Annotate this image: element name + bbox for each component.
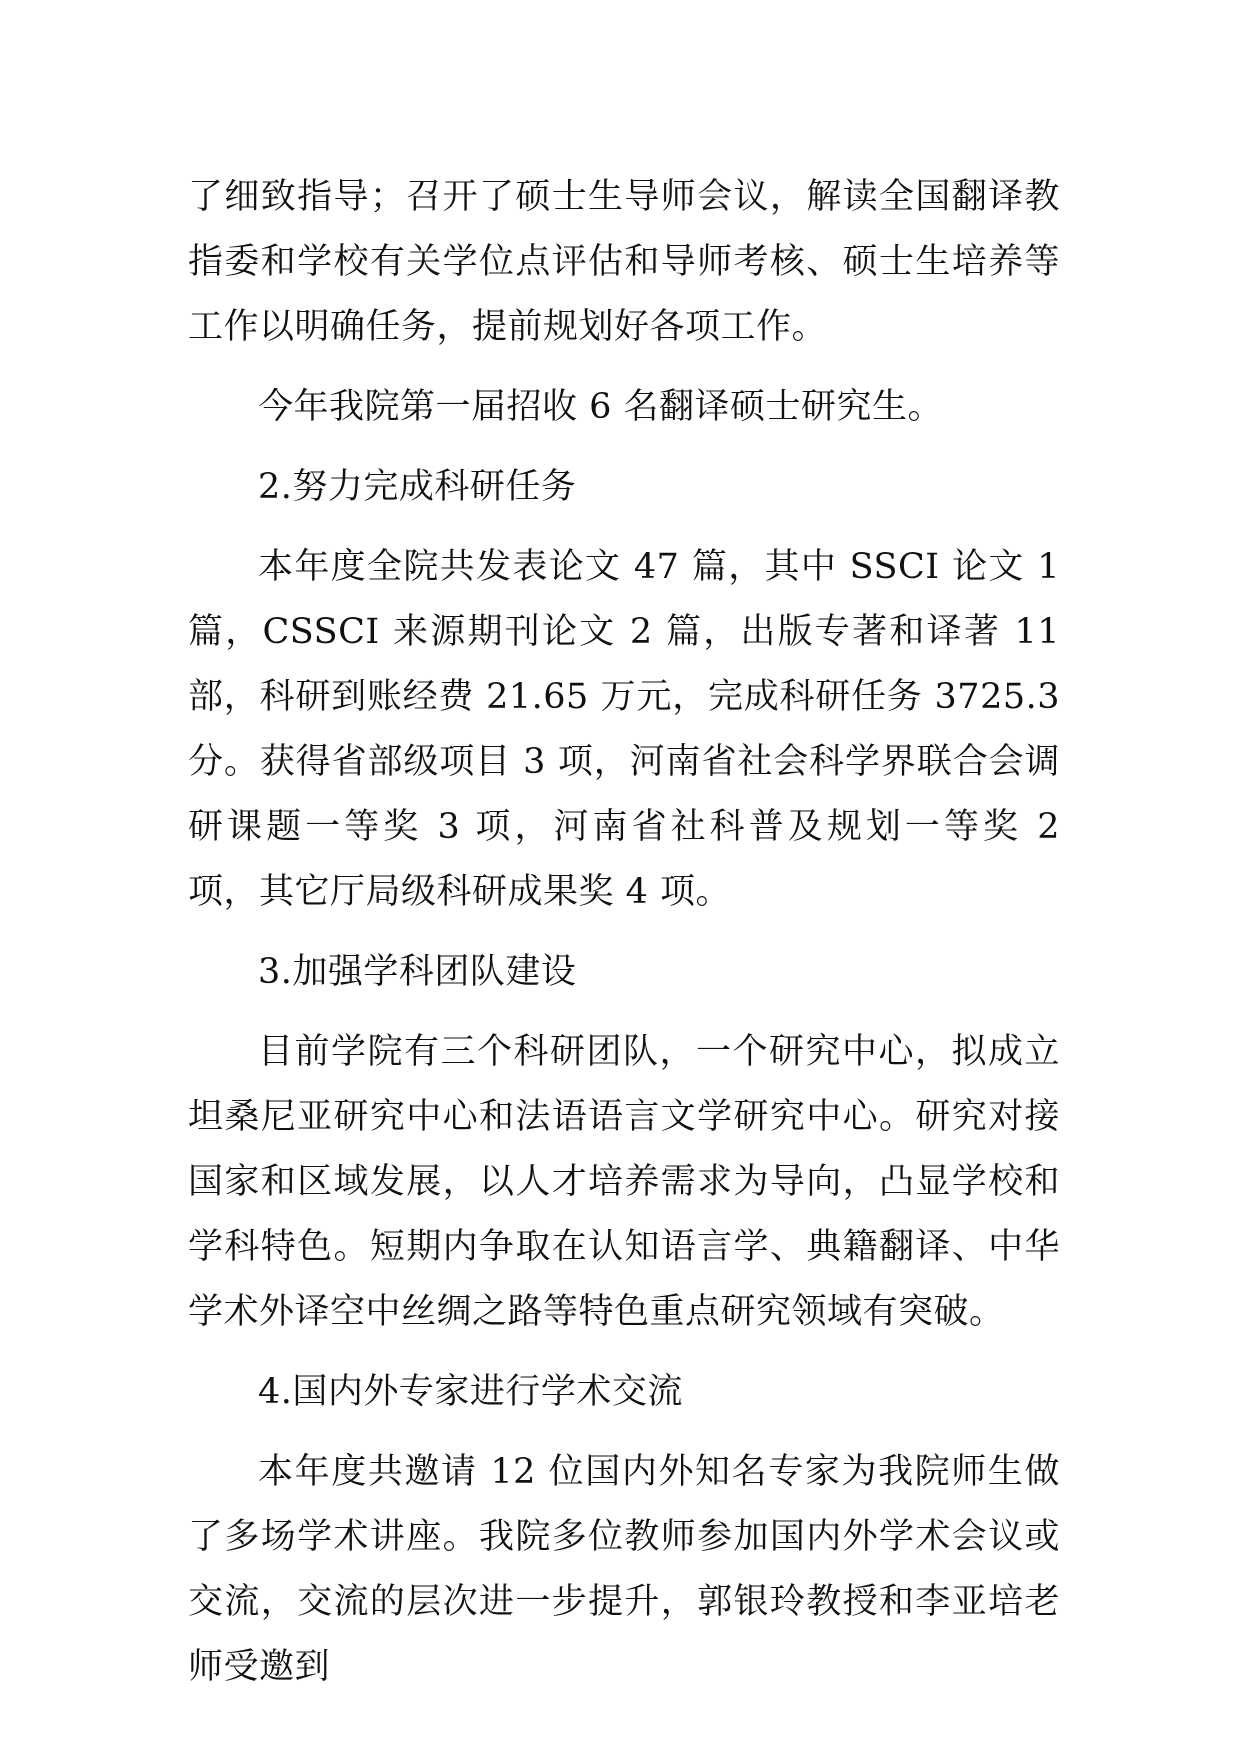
document-body <box>188 165 1060 1715</box>
paragraph-exchange: 本年度共邀请 12 位国内外知名专家为我院师生做了多场学术讲座。我院多位教师参加国内外学术会议或交流，交流的层次进一步提升，郭银玲教授和李亚培老师受邀到 <box>188 1452 1060 1687</box>
paragraph-enrollment: 今年我院第一届招收 6 名翻译硕士研究生。 <box>258 387 944 427</box>
paragraph-continued: 了细致指导；召开了硕士生导师会议，解读全国翻译教指委和学校有关学位点评估和导师考核、硕士生培养等工作以明确任务，提前规划好各项工作。 <box>188 177 1060 347</box>
paragraph-team: 目前学院有三个科研团队，一个研究中心，拟成立坦桑尼亚研究中心和法语语言文学研究中心。研究对接国家和区域发展，以人才培养需求为导向，凸显学校和学科特色。短期内争取在认知语言学、典籍翻译、中华学术外译空中丝绸之路等特色重点研究领域有突破。 <box>188 1032 1060 1332</box>
paragraph-research: 本年度全院共发表论文 47 篇，其中 SSCI 论文 1 篇，CSSCI 来源期刊论文 2 篇，出版专著和译著 11 部，科研到账经费 21.65 万元，完成科研任务 3725.3 分。获得省部级项目 3 项，河南省社会科学界联合会调研课题一等奖 3 项，河南省社科普及规划一等奖 2 项，其它厅局级科研成果奖 4 项。 <box>188 547 1060 912</box>
section-heading-team: 3.加强学科团队建设 <box>258 952 577 992</box>
section-heading-exchange: 4.国内外专家进行学术交流 <box>258 1372 683 1412</box>
section-heading-research: 2.努力完成科研任务 <box>258 467 577 507</box>
